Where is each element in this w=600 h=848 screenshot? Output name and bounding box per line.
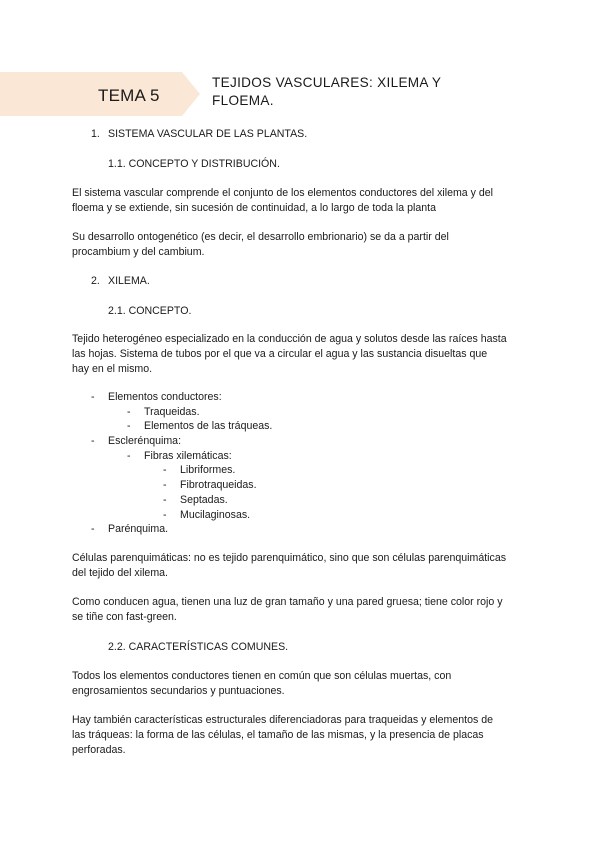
paragraph-line: Tejido heterogéneo especializado en la conducción de agua y solutos desde las raíces hasta	[72, 333, 507, 345]
list-bullet: -	[127, 420, 131, 432]
list-bullet: -	[91, 435, 95, 447]
paragraph-line: hay en el mismo.	[72, 362, 153, 375]
paragraph-line: perforadas.	[72, 743, 126, 756]
list-bullet: -	[91, 523, 95, 535]
paragraph-sistema-vascular	[72, 186, 532, 216]
paragraph-conducen-agua	[72, 595, 532, 625]
list-item-esclerenquima: Esclerénquima:	[108, 435, 182, 447]
list-item-parenquima: Parénquima.	[108, 523, 169, 535]
subsection-1-1-heading: 1.1. CONCEPTO Y DISTRIBUCIÓN.	[108, 158, 280, 170]
paragraph-line: Células parenquimáticas: no es tejido parenquimático, sino que son células parenquimáticas	[72, 552, 507, 564]
list-item-fibras-xilematicas: Fibras xilemáticas:	[144, 450, 232, 462]
paragraph-line: se tiñe con fast-green.	[72, 610, 177, 623]
section-1-heading: SISTEMA VASCULAR DE LAS PLANTAS.	[108, 128, 308, 140]
list-bullet: -	[127, 406, 131, 418]
document-title-line-1: TEJIDOS VASCULARES: XILEMA Y	[212, 75, 442, 90]
list-bullet: -	[163, 464, 167, 476]
list-item-traqueidas: Traqueidas.	[144, 406, 200, 418]
paragraph-line: las tráqueas: la forma de las células, el tamaño de las mismas, y la presencia de placas	[72, 728, 484, 741]
section-2-number: 2.	[91, 275, 100, 287]
paragraph-desarrollo-ontogenetico	[72, 230, 532, 260]
paragraph-elementos-conductores-comunes	[72, 669, 532, 699]
document-title-line-2: FLOEMA.	[212, 93, 274, 108]
paragraph-line: las hojas. Sistema de tubos por el que va a circular el agua y las sustancia disueltas que	[72, 347, 488, 360]
list-item-fibrotraqueidas: Fibrotraqueidas.	[180, 479, 257, 491]
list-item-mucilaginosas: Mucilaginosas.	[180, 509, 251, 521]
list-item-elementos-conductores: Elementos conductores:	[108, 391, 222, 403]
paragraph-celulas-parenquimaticas	[72, 551, 532, 581]
paragraph-tejido-heterogeneo	[72, 332, 532, 376]
list-bullet: -	[163, 479, 167, 491]
paragraph-line: El sistema vascular comprende el conjunto de los elementos conductores del xilema y del	[72, 187, 494, 199]
list-bullet: -	[163, 509, 167, 521]
paragraph-caracteristicas-diferenciadoras	[72, 713, 532, 757]
paragraph-line: floema y se extiende, sin sucesión de continuidad, a lo largo de toda la planta	[72, 201, 436, 214]
list-bullet: -	[127, 450, 131, 462]
section-1-number: 1.	[91, 128, 100, 140]
list-bullet: -	[91, 391, 95, 403]
list-item-septadas: Septadas.	[180, 494, 228, 506]
list-bullet: -	[163, 494, 167, 506]
paragraph-line: engrosamientos secundarios y puntuaciones.	[72, 684, 285, 697]
tema-label: TEMA 5	[98, 86, 160, 105]
paragraph-line: procambium y del cambium.	[72, 245, 205, 258]
paragraph-line: Hay también características estructurales diferenciadoras para traqueidas y elementos de	[72, 714, 494, 726]
subsection-2-2-heading: 2.2. CARACTERÍSTICAS COMUNES.	[108, 641, 289, 653]
subsection-2-1-heading: 2.1. CONCEPTO.	[108, 305, 192, 317]
paragraph-line: Como conducen agua, tienen una luz de gran tamaño y una pared gruesa; tiene color rojo y	[72, 596, 503, 608]
list-item-elementos-traqueas: Elementos de las tráqueas.	[144, 420, 273, 432]
paragraph-line: del tejido del xilema.	[72, 566, 168, 579]
section-2-heading: XILEMA.	[108, 275, 150, 287]
paragraph-line: Todos los elementos conductores tienen en común que son células muertas, con	[72, 670, 452, 682]
document-title	[212, 74, 512, 110]
paragraph-line: Su desarrollo ontogenético (es decir, el desarrollo embrionario) se da a partir del	[72, 231, 449, 243]
list-item-libriformes: Libriformes.	[180, 464, 236, 476]
